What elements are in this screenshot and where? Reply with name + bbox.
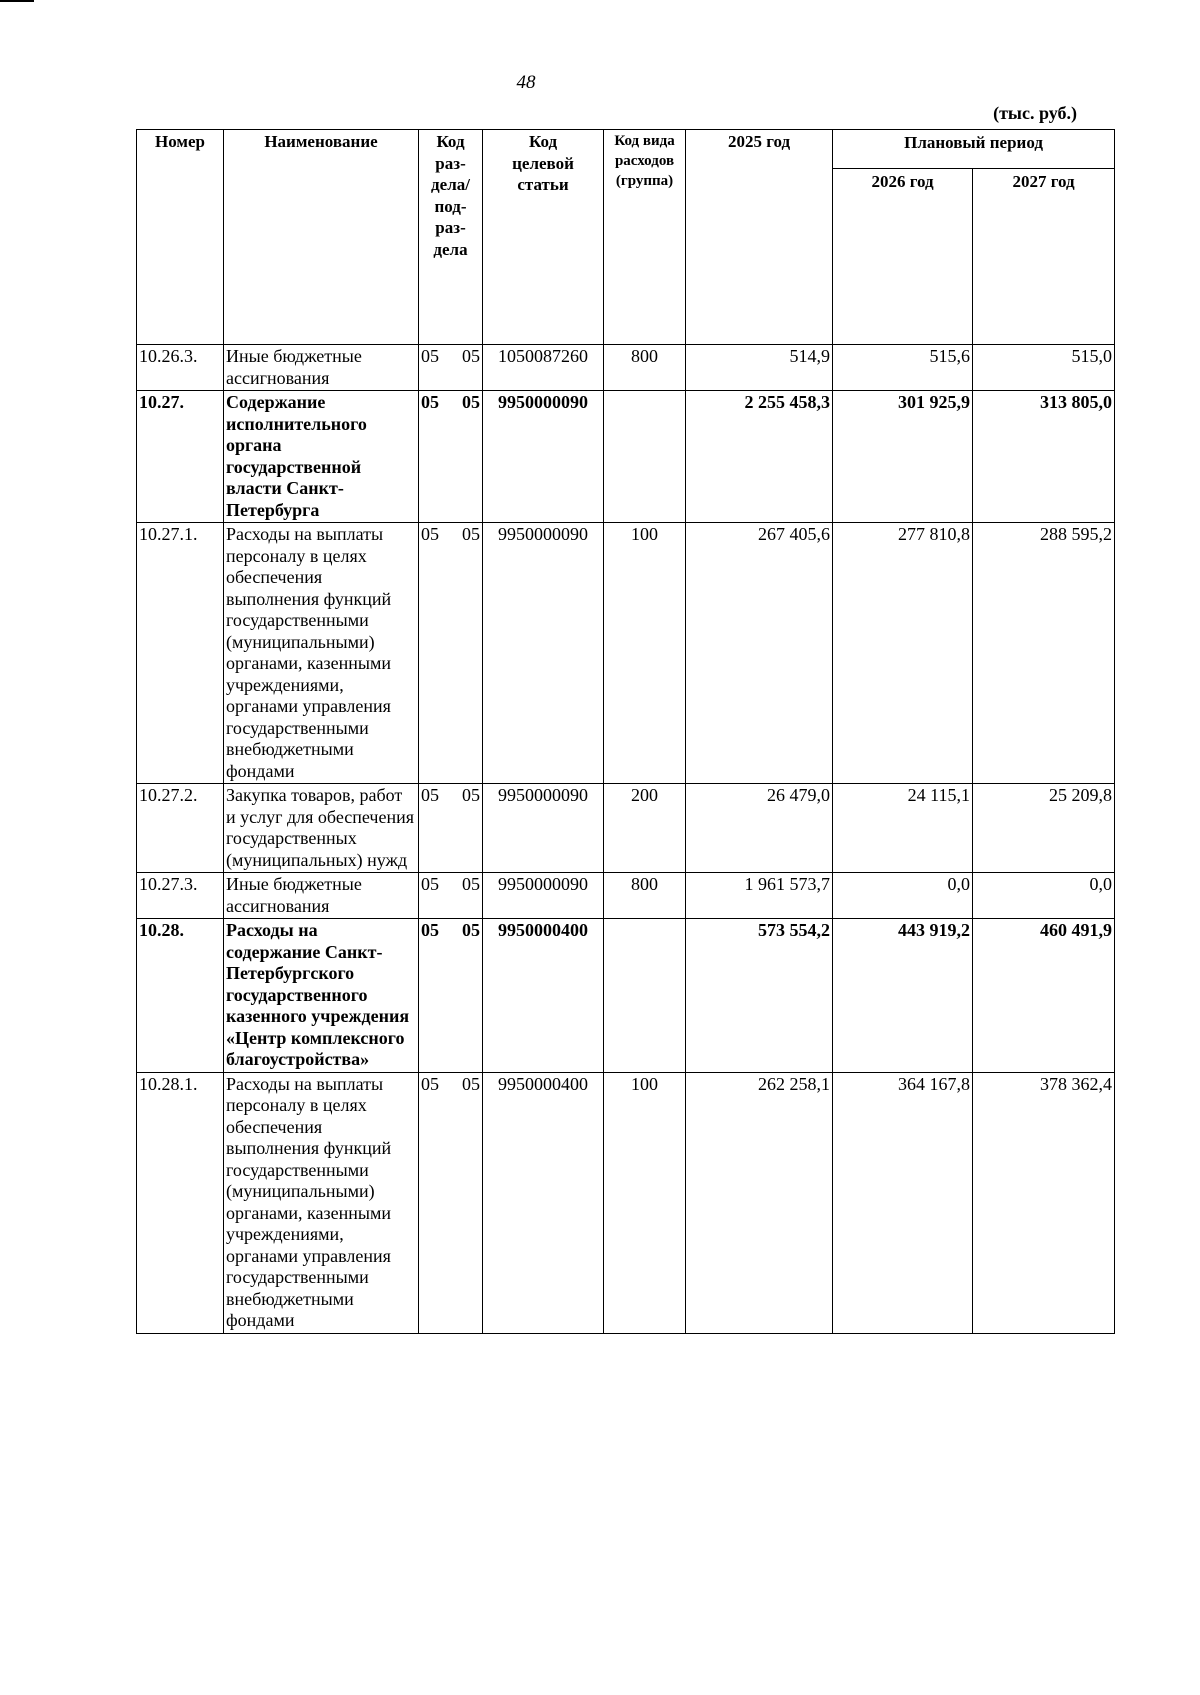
- row-subsection-code: 05: [449, 1072, 483, 1333]
- row-expense-kind: 100: [604, 523, 686, 784]
- row-amount-2027: 25 209,8: [973, 784, 1115, 873]
- row-amount-2026: 24 115,1: [833, 784, 973, 873]
- row-amount-2026: 301 925,9: [833, 391, 973, 523]
- row-target-code: 9950000400: [483, 919, 604, 1073]
- row-amount-2025: 2 255 458,3: [686, 391, 833, 523]
- row-subsection-code: 05: [449, 784, 483, 873]
- table-row: [137, 784, 1115, 873]
- row-amount-2025: 262 258,1: [686, 1072, 833, 1333]
- row-name: Расходы на содержание Санкт-Петербургского государственного казенного учреждения «Центр комплексного благоустройства»: [224, 919, 419, 1073]
- header-target: Код целевой статьи: [483, 130, 604, 345]
- row-section-code: 05: [419, 919, 449, 1073]
- row-amount-2025: 267 405,6: [686, 523, 833, 784]
- row-target-code: 9950000400: [483, 1072, 604, 1333]
- table-body: [137, 345, 1115, 1334]
- units-label: (тыс. руб.): [993, 103, 1077, 123]
- table-row: [137, 345, 1115, 391]
- row-expense-kind: 800: [604, 873, 686, 919]
- row-amount-2027: 378 362,4: [973, 1072, 1115, 1333]
- table-row: [137, 1072, 1115, 1333]
- header-2027: 2027 год: [973, 169, 1115, 345]
- header-name: Наименование: [224, 130, 419, 345]
- row-expense-kind: 200: [604, 784, 686, 873]
- row-expense-kind: [604, 919, 686, 1073]
- row-amount-2027: 288 595,2: [973, 523, 1115, 784]
- row-number: 10.26.3.: [137, 345, 224, 391]
- row-number: 10.27.2.: [137, 784, 224, 873]
- row-name: Иные бюджетные ассигнования: [224, 873, 419, 919]
- header-2026: 2026 год: [833, 169, 973, 345]
- row-amount-2027: 313 805,0: [973, 391, 1115, 523]
- row-amount-2025: 1 961 573,7: [686, 873, 833, 919]
- row-number: 10.28.: [137, 919, 224, 1073]
- row-number: 10.27.3.: [137, 873, 224, 919]
- row-subsection-code: 05: [449, 345, 483, 391]
- row-amount-2027: 515,0: [973, 345, 1115, 391]
- row-target-code: 9950000090: [483, 523, 604, 784]
- row-name: Закупка товаров, работ и услуг для обеспечения государственных (муниципальных) нужд: [224, 784, 419, 873]
- row-subsection-code: 05: [449, 873, 483, 919]
- row-subsection-code: 05: [449, 523, 483, 784]
- row-target-code: 9950000090: [483, 784, 604, 873]
- row-target-code: 1050087260: [483, 345, 604, 391]
- row-amount-2025: 514,9: [686, 345, 833, 391]
- budget-table: [136, 129, 1115, 1334]
- table-row: [137, 523, 1115, 784]
- row-amount-2026: 277 810,8: [833, 523, 973, 784]
- header-2025: 2025 год: [686, 130, 833, 345]
- row-section-code: 05: [419, 784, 449, 873]
- row-amount-2027: 460 491,9: [973, 919, 1115, 1073]
- row-name: Содержание исполнительного органа государственной власти Санкт-Петербурга: [224, 391, 419, 523]
- row-name: Расходы на выплаты персоналу в целях обеспечения выполнения функций государственными (муниципальными) органами, казенными учреждениями, органами управления государственными внебюджетными фондами: [224, 523, 419, 784]
- row-amount-2025: 26 479,0: [686, 784, 833, 873]
- row-section-code: 05: [419, 391, 449, 523]
- header-number: Номер: [137, 130, 224, 345]
- row-section-code: 05: [419, 873, 449, 919]
- row-section-code: 05: [419, 523, 449, 784]
- table-row: [137, 391, 1115, 523]
- table-header: [137, 130, 1115, 345]
- table-row: [137, 873, 1115, 919]
- row-expense-kind: 100: [604, 1072, 686, 1333]
- row-amount-2026: 443 919,2: [833, 919, 973, 1073]
- table-row: [137, 919, 1115, 1073]
- header-kind: Код вида расходов (группа): [604, 130, 686, 345]
- row-target-code: 9950000090: [483, 391, 604, 523]
- row-name: Иные бюджетные ассигнования: [224, 345, 419, 391]
- row-number: 10.28.1.: [137, 1072, 224, 1333]
- row-target-code: 9950000090: [483, 873, 604, 919]
- row-amount-2026: 364 167,8: [833, 1072, 973, 1333]
- row-section-code: 05: [419, 345, 449, 391]
- row-name: Расходы на выплаты персоналу в целях обеспечения выполнения функций государственными (муниципальными) органами, казенными учреждениями, органами управления государственными внебюджетными фондами: [224, 1072, 419, 1333]
- scan-edge-mark: [0, 0, 34, 2]
- row-number: 10.27.: [137, 391, 224, 523]
- row-expense-kind: [604, 391, 686, 523]
- header-section: Код раз-дела/ под-раз-дела: [419, 130, 483, 345]
- row-section-code: 05: [419, 1072, 449, 1333]
- row-expense-kind: 800: [604, 345, 686, 391]
- row-amount-2025: 573 554,2: [686, 919, 833, 1073]
- row-amount-2026: 0,0: [833, 873, 973, 919]
- row-subsection-code: 05: [449, 391, 483, 523]
- row-amount-2026: 515,6: [833, 345, 973, 391]
- row-subsection-code: 05: [449, 919, 483, 1073]
- page-number: 48: [516, 72, 536, 93]
- header-plan-period: Плановый период: [833, 130, 1115, 169]
- row-number: 10.27.1.: [137, 523, 224, 784]
- row-amount-2027: 0,0: [973, 873, 1115, 919]
